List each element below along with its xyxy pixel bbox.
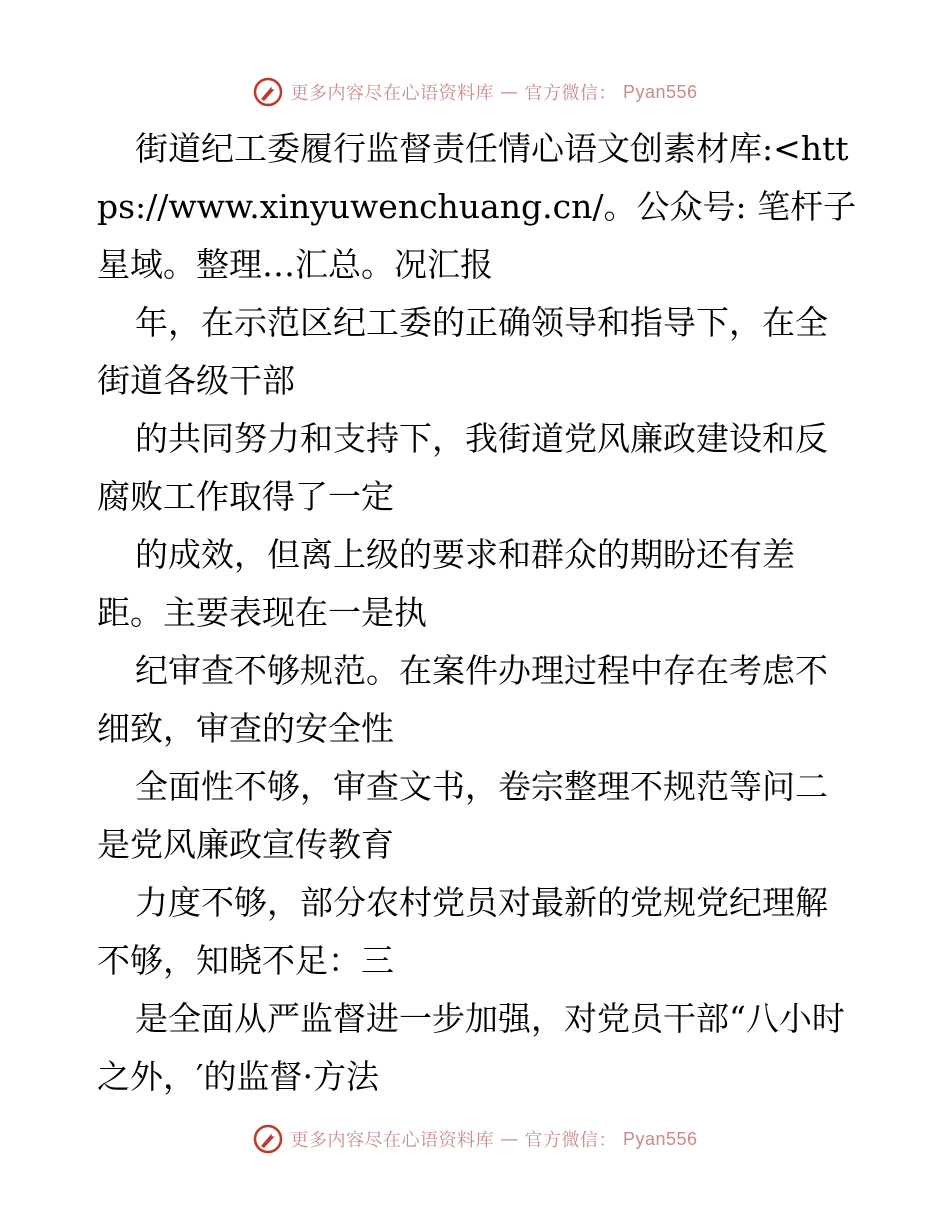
paragraph-6: 全面性不够，审查文书，卷宗整理不规范等问二是党风廉政宣传教育: [97, 767, 828, 864]
paragraph-3: 的共同努力和支持下，我街道党风廉政建设和反腐败工作取得了一定: [97, 419, 828, 516]
watermark-wechat-id: Pyan556: [622, 1128, 698, 1149]
pen-nib-logo-icon: [252, 1123, 284, 1155]
watermark-official-label: 官方微信：: [524, 83, 617, 104]
watermark-separator: —: [499, 81, 519, 103]
watermark-text: 更多内容尽在心语资料库: [290, 1130, 494, 1151]
paragraph-8: 是全面从严监督进一步加强，对党员干部“八小时之外，′的监督·方法: [97, 999, 845, 1096]
watermark-official-label: 官方微信：: [524, 1130, 617, 1151]
footer-watermark: [0, 1117, 950, 1161]
paragraph-4: 的成效，但离上级的要求和群众的期盼还有差距。主要表现在一是执: [97, 535, 795, 632]
watermark-wechat-id: Pyan556: [622, 81, 698, 102]
document-body: [97, 120, 857, 1106]
paragraph-2: 年，在示范区纪工委的正确领导和指导下，在全街道各级干部: [97, 303, 828, 400]
watermark-text: 更多内容尽在心语资料库: [290, 83, 494, 104]
pen-nib-logo-icon: [252, 76, 284, 108]
paragraph-1: 街道纪工委履行监督责任情心语文创素材库:<https://www.xinyuwenchuang.cn/。公众号: 笔杆子星域。整理…汇总。况汇报: [97, 129, 857, 284]
paragraph-5: 纪审查不够规范。在案件办理过程中存在考虑不细致，审查的安全性: [97, 651, 828, 748]
watermark-separator: —: [499, 1128, 519, 1150]
header-watermark: [0, 70, 950, 114]
paragraph-7: 力度不够，部分农村党员对最新的党规党纪理解不够，知晓不足：三: [97, 883, 828, 980]
